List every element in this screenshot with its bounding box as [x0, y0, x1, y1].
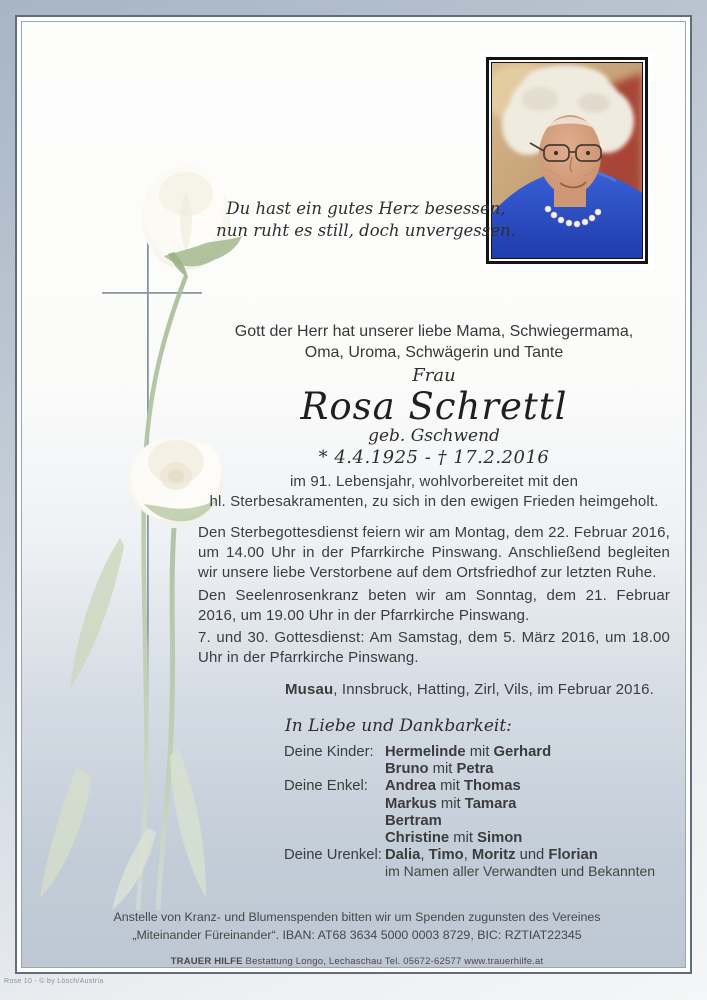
quote-line: Du hast ein gutes Herz besessen,: [226, 199, 506, 218]
family-relation-label: Deine Urenkel:: [284, 847, 382, 864]
announcement-intro: [198, 321, 670, 363]
text-segment: TRAUER HILFE: [170, 956, 243, 967]
maiden-name: geb. Gschwend: [368, 426, 500, 446]
family-member-name: Markus: [385, 795, 437, 812]
family-member-name: Bertram: [385, 812, 442, 829]
family-member-name: mit: [428, 761, 457, 778]
family-members: [385, 813, 442, 829]
funeral-home-footer: [102, 956, 612, 967]
family-member-name: Thomas: [463, 778, 521, 795]
family-members: [385, 744, 551, 760]
family-member-name: Bruno: [385, 761, 429, 778]
family-member-name: und: [515, 847, 549, 864]
donation-line: „Miteinander Füreinander“. IBAN: AT68 3634 5000 0003 8729, BIC: RZTIAT22345: [132, 928, 582, 942]
donation-request: [102, 908, 612, 944]
family-member-name: Simon: [477, 830, 523, 846]
leaf: [170, 748, 206, 898]
family-members: [385, 830, 522, 846]
leaf: [112, 828, 156, 910]
family-member-name: Hermelinde: [385, 744, 466, 760]
family-members: [385, 761, 494, 777]
family-member-name: Dalia: [385, 847, 421, 864]
family-member-name: ,: [463, 847, 472, 864]
passing-text: [198, 472, 670, 512]
card-surface: [21, 21, 686, 968]
family-member-name: Moritz: [471, 847, 516, 864]
leaf: [40, 768, 92, 898]
rose-stem: [158, 528, 174, 910]
obituary-card: [15, 15, 692, 974]
family-members: [385, 778, 521, 794]
family-note: im Namen aller Verwandten und Bekannten: [385, 863, 656, 879]
family-member-name: mit: [449, 830, 478, 846]
image-copyright: Rose 10 - © by Lösch/Austria: [4, 978, 104, 985]
closing-phrase: In Liebe und Dankbarkeit:: [285, 716, 512, 736]
family-member-name: Tamara: [464, 795, 517, 812]
salutation: Frau: [412, 365, 456, 386]
family-member-name: Christine: [385, 830, 450, 846]
family-members: [385, 847, 598, 863]
family-member-name: ,: [420, 847, 429, 864]
family-member-name: mit: [435, 778, 464, 795]
family-list: [284, 744, 674, 869]
memorial-mass-paragraph: 7. und 30. Gottesdienst: Am Samstag, dem 5. März 2016, um 18.00 Uhr in der Pfarrkirche Pinswang.: [198, 629, 670, 666]
family-member-name: mit: [436, 795, 465, 812]
family-member-name: Timo: [428, 847, 464, 864]
text-segment: Musau: [285, 681, 334, 698]
family-members: [385, 796, 516, 812]
family-member-name: Florian: [548, 847, 598, 864]
family-member-name: Petra: [456, 761, 494, 778]
family-relation-label: Deine Kinder:: [284, 744, 374, 760]
family-member-name: Gerhard: [493, 744, 552, 760]
life-dates: * 4.4.1925 - † 17.2.2016: [318, 447, 550, 468]
funeral-service-paragraph: Den Sterbegottesdienst feiern wir am Montag, dem 22. Februar 2016, um 14.00 Uhr in der Pfarrkirche Pinswang. Anschließend begleiten wir unsere liebe Verstorbene auf dem Ortsfriedhof zur letzten Ruhe.: [198, 524, 670, 581]
places-date-line: [285, 680, 654, 700]
family-member-name: Andrea: [385, 778, 436, 795]
rosary-paragraph: Den Seelenrosenkranz beten wir am Sonntag, dem 21. Februar 2016, um 19.00 Uhr in der Pfarrkirche Pinswang.: [198, 587, 670, 624]
text-segment: Bestattung Longo, Lechaschau Tel. 05672-62577 www.trauerhilfe.at: [242, 956, 544, 967]
quote-line: nun ruht es still, doch unvergessen.: [216, 221, 516, 240]
memorial-quote: [166, 198, 566, 242]
intro-line: Gott der Herr hat unserer liebe Mama, Schwiegermama,: [234, 323, 634, 340]
deceased-name: Rosa Schrettl: [300, 385, 568, 428]
family-member-name: mit: [465, 744, 494, 760]
passing-line: im 91. Lebensjahr, wohlvorbereitet mit den: [289, 473, 579, 490]
family-relation-label: Deine Enkel:: [284, 778, 368, 795]
intro-line: Oma, Uroma, Schwägerin und Tante: [304, 344, 564, 361]
leaf: [70, 538, 124, 688]
passing-line: hl. Sterbesakramenten, zu sich in den ewigen Frieden heimgeholt.: [209, 493, 659, 510]
donation-line: Anstelle von Kranz- und Blumenspenden bitten wir um Spenden zugunsten des Vereines: [113, 910, 601, 924]
text-segment: , Innsbruck, Hatting, Zirl, Vils, im Februar 2016.: [333, 681, 654, 698]
